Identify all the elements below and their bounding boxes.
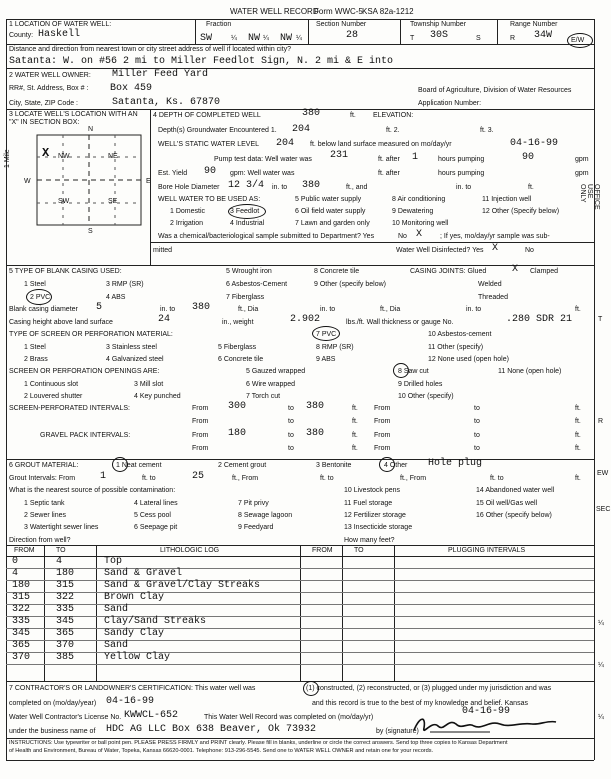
- gw-ft2: ft. 2.: [386, 127, 400, 134]
- ne-quarter-label: NE: [108, 153, 118, 160]
- board-label: Board of Agriculture, Division of Water Resources: [418, 87, 572, 94]
- fraction-label: Fraction: [206, 21, 232, 28]
- screen-intervals-label: SCREEN-PERFORATED INTERVALS:: [9, 405, 130, 412]
- direction-label: Direction from well?: [9, 537, 71, 544]
- gravel-interval-2-to-label: to: [288, 445, 294, 452]
- use-12: 12 Other (Specify below): [482, 208, 560, 215]
- cont-15: 15 Oil well/Gas well: [476, 500, 538, 507]
- casing-weight-label: in., weight: [222, 319, 254, 326]
- screen-interval-2-to-label-2: to: [474, 418, 480, 425]
- owner-name: Miller Feed Yard: [112, 69, 209, 80]
- screen-interval-to-label: to: [288, 405, 294, 412]
- perf-1: 1 Continuous slot: [24, 381, 79, 388]
- screen-material-label: TYPE OF SCREEN OR PERFORATION MATERIAL:: [9, 331, 173, 338]
- north-label: N: [88, 126, 94, 133]
- grout-to-value: 25: [192, 471, 205, 482]
- casing-3: 3 RMP (SR): [106, 281, 144, 288]
- perf-3: 3 Mill slot: [134, 381, 164, 388]
- mitted-label: mitted: [153, 247, 173, 254]
- grout-ft: ft.: [575, 475, 581, 482]
- signature-label: by (signature): [376, 728, 419, 735]
- west-label: W: [24, 178, 31, 185]
- log-to-cell: 315: [56, 580, 75, 591]
- log-description-cell: Brown Clay: [104, 592, 165, 603]
- instructions-line-1: INSTRUCTIONS: Use typewriter or ball point pen. PLEASE PRESS FIRMLY and PRINT clearly. Please fill in blanks, underline or circle the correct answers. Send top three copies to Kansas Department: [9, 740, 508, 746]
- log-from-cell: 4: [12, 568, 19, 579]
- blank-in-to-3: in. to: [466, 306, 482, 313]
- chem-sample-label: Was a chemical/bacteriological sample submitted to Department? Yes: [158, 233, 375, 240]
- office-t: T: [598, 316, 603, 323]
- log-description-cell: Clay/Sand Streaks: [104, 616, 207, 627]
- yield-gpm-unit: gpm: [575, 170, 589, 177]
- gravel-interval-from-label-2: From: [374, 432, 391, 439]
- log-from-cell: 365: [12, 640, 31, 651]
- log-to-cell: 4: [56, 556, 63, 567]
- office-sec: SEC: [596, 506, 611, 513]
- blank-depth-value: 380: [192, 302, 211, 313]
- application-label: Application Number:: [418, 100, 482, 107]
- cont-10: 10 Livestock pens: [344, 487, 401, 494]
- ksa-reference: KSA 82a-1212: [362, 7, 414, 16]
- gravel-interval-to-value: 380: [306, 428, 325, 439]
- log-from-cell: 370: [12, 652, 31, 663]
- log-description-cell: Yellow Clay: [104, 652, 171, 663]
- pump-test-label: Pump test data: Well water was: [214, 156, 312, 163]
- city-label: City, State, ZIP Code :: [9, 100, 78, 107]
- gravel-interval-to-label: to: [288, 432, 294, 439]
- casing-weight-value: 2.902: [290, 314, 321, 325]
- disinfected-no: No: [525, 247, 534, 254]
- form-title: WATER WELL RECORD: [230, 7, 319, 16]
- log-to-header: TO: [56, 547, 66, 554]
- use-9: 9 Dewatering: [392, 208, 434, 215]
- nw-quarter-label: NW: [58, 153, 70, 160]
- use-8: 8 Air conditioning: [392, 196, 446, 203]
- screen-interval-ft-label-2: ft.: [575, 405, 581, 412]
- screen-11: 11 Other (specify): [428, 344, 484, 351]
- joints-clamped: Clamped: [530, 268, 559, 275]
- log-from-header: FROM: [14, 547, 35, 554]
- use-4: 4 Industrial: [230, 220, 265, 227]
- address-label: RR#, St. Address, Box # :: [9, 85, 89, 92]
- record-completed-label: This Water Well Record was completed on (mo/day/yr): [204, 714, 374, 721]
- use-1: 1 Domestic: [170, 208, 206, 215]
- use-11: 11 Injection well: [482, 196, 532, 203]
- bore-label: Bore Hole Diameter: [158, 184, 220, 191]
- screen-interval-2-from-label: From: [192, 418, 209, 425]
- elevation-label: ELEVATION:: [373, 112, 414, 119]
- gpm-unit: gpm: [575, 156, 589, 163]
- blank-in-to-2: in. to: [320, 306, 336, 313]
- joints-glued-mark: X: [512, 264, 519, 275]
- blank-diameter-label: Blank casing diameter: [9, 306, 78, 313]
- office-r: R: [598, 418, 604, 425]
- certification-label: 7 CONTRACTOR'S OR LANDOWNER'S CERTIFICATION: This water well was: [9, 685, 256, 692]
- grout-2: 2 Cement grout: [218, 462, 267, 469]
- office-quarter-3: ¼: [598, 714, 604, 721]
- yield-hours: hours pumping: [438, 170, 485, 177]
- screen-5: 5 Fiberglass: [218, 344, 257, 351]
- section2-label: 2 WATER WELL OWNER:: [9, 72, 91, 79]
- gw-ft3: ft. 3.: [480, 127, 494, 134]
- pump-gpm-value: 90: [522, 152, 535, 163]
- grout-from-value: 1: [100, 471, 107, 482]
- sw-quarter-label: SW: [58, 198, 70, 205]
- perf-5: 5 Gauzed wrapped: [246, 368, 306, 375]
- instructions-line-2: of Health and Environment, Bureau of Water, Topeka, Kansas 66620-0001. Telephone: 913-296-5545. Send one to WATER WELL OWNER and retain one for your records.: [9, 748, 434, 754]
- gravel-interval-ft-label: ft.: [352, 432, 358, 439]
- screen-10: 10 Asbestos-cement: [428, 331, 492, 338]
- use-6: 6 Oil field water supply: [295, 208, 366, 215]
- fraction-2: NW: [248, 33, 261, 44]
- pump-hours: 1: [412, 152, 419, 163]
- section6-label: 6 GROUT MATERIAL:: [9, 462, 79, 469]
- distance-label: Distance and direction from nearest town or city street address of well if located within city?: [9, 46, 292, 53]
- completed-date: 04-16-99: [106, 696, 155, 707]
- fraction-3: NW: [280, 33, 293, 44]
- blank-in-to: in. to: [160, 306, 176, 313]
- grout-other-value: Hole plug: [428, 458, 483, 469]
- bore-ft: ft.: [528, 184, 534, 191]
- cont-12: 12 Fertilizer storage: [344, 512, 406, 519]
- ew-choice: E/W: [571, 37, 585, 44]
- license-label: Water Well Contractor's License No.: [9, 714, 122, 721]
- chem-no: No: [398, 233, 407, 240]
- cont-4: 4 Lateral lines: [134, 500, 178, 507]
- section-grid: [36, 134, 142, 226]
- bore-in-to: in. to: [272, 184, 288, 191]
- groundwater-label: Depth(s) Groundwater Encountered 1.: [158, 127, 277, 134]
- screen-interval-2-to-label: to: [288, 418, 294, 425]
- screen-interval-2-ft-label-2: ft.: [575, 418, 581, 425]
- perf-9: 9 Drilled holes: [398, 381, 443, 388]
- section-number: 28: [346, 30, 359, 41]
- section5-label: 5 TYPE OF BLANK CASING USED:: [9, 268, 122, 275]
- cont-7: 7 Pit privy: [238, 500, 269, 507]
- log-description-cell: Sand & Gravel: [104, 568, 183, 579]
- chem-no-mark: X: [416, 229, 423, 240]
- cont-13: 13 Insecticide storage: [344, 524, 413, 531]
- license-number: KWWCL-652: [124, 710, 179, 721]
- yield-label: Est. Yield: [158, 170, 188, 177]
- log-from-cell: 322: [12, 604, 31, 615]
- groundwater-value: 204: [292, 124, 311, 135]
- casing-7: 7 Fiberglass: [226, 294, 265, 301]
- log-from-cell: 335: [12, 616, 31, 627]
- bore-depth: 380: [302, 180, 321, 191]
- casing-8: 8 Concrete tile: [314, 268, 360, 275]
- gravel-interval-2-ft-label-2: ft.: [575, 445, 581, 452]
- r-label: R: [510, 35, 516, 42]
- perf-7: 7 Torch cut: [246, 393, 281, 400]
- log-to-cell: 180: [56, 568, 75, 579]
- section3-label: 3 LOCATE WELL'S LOCATION WITH AN "X" IN SECTION BOX:: [9, 111, 138, 126]
- grout-ft-from-2: ft., From: [400, 475, 427, 482]
- grout-ft-to: ft. to: [142, 475, 156, 482]
- screen-interval-to-label-2: to: [474, 405, 480, 412]
- grout-ft-from: ft., From: [232, 475, 259, 482]
- cont-2: 2 Sewer lines: [24, 512, 67, 519]
- joints-welded: Welded: [478, 281, 502, 288]
- grout-1: 1 Neat cement: [116, 462, 162, 469]
- screen-interval-from-value: 300: [228, 401, 247, 412]
- gravel-interval-from-label: From: [192, 432, 209, 439]
- cont-5: 5 Cess pool: [134, 512, 171, 519]
- static-level-tail: ft. below land surface measured on mo/day/yr: [310, 141, 452, 148]
- casing-1: 1 Steel: [24, 281, 46, 288]
- cont-1: 1 Septic tank: [24, 500, 65, 507]
- casing-height-value: 24: [158, 314, 171, 325]
- gravel-interval-ft-label-2: ft.: [575, 432, 581, 439]
- log-from-cell: 0: [12, 556, 19, 567]
- log-to-cell: 335: [56, 604, 75, 615]
- township-number: 30S: [430, 30, 449, 41]
- screen-2: 2 Brass: [24, 356, 48, 363]
- cont-6: 6 Seepage pit: [134, 524, 178, 531]
- use-10: 10 Monitoring well: [392, 220, 449, 227]
- office-ew: EW: [597, 470, 609, 477]
- blank-diameter-value: 5: [96, 302, 103, 313]
- log-from-header-2: FROM: [312, 547, 333, 554]
- section1-label: 1 LOCATION OF WATER WELL:: [9, 21, 112, 28]
- wall-thickness-value: .280 SDR 21: [506, 314, 573, 325]
- gravel-intervals-label: GRAVEL PACK INTERVALS:: [40, 432, 131, 439]
- quarter-mark: ¼: [296, 35, 302, 42]
- range-number: 34W: [534, 30, 553, 41]
- true-record-text: and this record is true to the best of my knowledge and belief. Kansas: [312, 700, 528, 707]
- perf-6: 6 Wire wrapped: [246, 381, 296, 388]
- log-to-cell: 370: [56, 640, 75, 651]
- screen-12: 12 None used (open hole): [428, 356, 509, 363]
- mile-label: 1 Mile: [4, 149, 11, 168]
- screen-4: 4 Galvanized steel: [106, 356, 164, 363]
- grout-ft-to-3: ft. to: [490, 475, 504, 482]
- log-to-cell: 322: [56, 592, 75, 603]
- pump-after: ft. after: [378, 156, 400, 163]
- plugging-intervals-header: PLUGGING INTERVALS: [448, 547, 526, 554]
- wall-thickness-label: lbs./ft. Wall thickness or gauge No.: [346, 319, 454, 326]
- cont-9: 9 Feedyard: [238, 524, 274, 531]
- blank-ft-dia-2: ft., Dia: [380, 306, 401, 313]
- city-value: Satanta, Ks. 67870: [112, 97, 221, 108]
- casing-height-label: Casing height above land surface: [9, 319, 113, 326]
- screen-1: 1 Steel: [24, 344, 46, 351]
- log-from-cell: 345: [12, 628, 31, 639]
- office-quarter-1: ¼: [598, 620, 604, 627]
- screen-interval-2-from-label-2: From: [374, 418, 391, 425]
- distance-value: Satanta: W. on #56 2 mi to Miller Feedlot Sign, N. 2 mi & E into: [9, 56, 394, 67]
- cont-11: 11 Fuel storage: [344, 500, 393, 507]
- business-name: HDC AG LLC Box 638 Beaver, Ok 73932: [106, 724, 317, 735]
- gravel-interval-2-from-label: From: [192, 445, 209, 452]
- depth-value: 380: [302, 108, 321, 119]
- screen-interval-2-ft-label: ft.: [352, 418, 358, 425]
- yield-value: 90: [204, 166, 217, 177]
- pump-test-value: 231: [330, 150, 349, 161]
- perf-8: 8 Saw cut: [398, 368, 429, 375]
- log-description-cell: Sandy Clay: [104, 628, 165, 639]
- casing-5: 5 Wrought iron: [226, 268, 272, 275]
- grout-4: 4 Other: [384, 462, 408, 469]
- lithologic-log-header: LITHOLOGIC LOG: [160, 547, 220, 554]
- chem-tail: ; If yes, mo/day/yr sample was sub-: [440, 233, 550, 240]
- use-5: 5 Public water supply: [295, 196, 362, 203]
- county-value: Haskell: [38, 29, 81, 40]
- well-location-mark: X: [42, 146, 50, 160]
- east-label: E: [146, 178, 151, 185]
- disinfected-yes-mark: X: [492, 243, 499, 254]
- office-quarter-2: ¼: [598, 662, 604, 669]
- grout-intervals-label: Grout Intervals: From: [9, 475, 76, 482]
- disinfected-label: Water Well Disinfected? Yes: [396, 247, 484, 254]
- s-label: S: [476, 35, 481, 42]
- use-3: 3 Feedlot: [230, 208, 260, 215]
- screen-interval-from-label-2: From: [374, 405, 391, 412]
- log-to-header-2: TO: [354, 547, 364, 554]
- use-label: WELL WATER TO BE USED AS:: [158, 196, 261, 203]
- log-description-cell: Sand: [104, 604, 129, 615]
- blank-ft: ft.: [575, 306, 581, 313]
- address-value: Box 459: [110, 83, 153, 94]
- certification-options: (1) constructed, (2) reconstructed, or (3) plugged under my jurisdiction and was: [306, 685, 552, 692]
- bore-and: ft., and: [346, 184, 368, 191]
- t-label: T: [410, 35, 415, 42]
- cont-16: 16 Other (specify below): [476, 512, 552, 519]
- cont-14: 14 Abandoned water well: [476, 487, 555, 494]
- perf-11: 11 None (open hole): [498, 368, 562, 375]
- casing-6: 6 Asbestos-Cement: [226, 281, 288, 288]
- office-use-only: OFFICE USE ONLY: [579, 184, 600, 210]
- log-to-cell: 345: [56, 616, 75, 627]
- record-completed-date: 04-16-99: [462, 706, 511, 717]
- screen-interval-ft-label: ft.: [352, 405, 358, 412]
- grout-3: 3 Bentonite: [316, 462, 352, 469]
- screen-8: 8 RMP (SR): [316, 344, 354, 351]
- blank-ft-dia: ft., Dia: [238, 306, 259, 313]
- se-quarter-label: SE: [108, 198, 118, 205]
- perf-4: 4 Key punched: [134, 393, 181, 400]
- screen-3: 3 Stainless steel: [106, 344, 157, 351]
- how-many-feet-label: How many feet?: [344, 537, 395, 544]
- bore-diameter: 12 3/4: [228, 180, 265, 191]
- log-description-cell: Top: [104, 556, 123, 567]
- static-level-value: 204: [276, 138, 295, 149]
- screen-interval-from-label: From: [192, 405, 209, 412]
- quarter-mark: ¼: [231, 35, 237, 42]
- perforation-label: SCREEN OR PERFORATION OPENINGS ARE:: [9, 368, 160, 375]
- log-description-cell: Sand: [104, 640, 129, 651]
- log-to-cell: 385: [56, 652, 75, 663]
- static-level-label: WELL'S STATIC WATER LEVEL: [158, 141, 260, 148]
- yield-gpm: gpm: Well water was: [230, 170, 295, 177]
- casing-9: 9 Other (specify below): [314, 281, 386, 288]
- quarter-mark: ¼: [263, 35, 269, 42]
- log-from-cell: 180: [12, 580, 31, 591]
- gravel-interval-2-to-label-2: to: [474, 445, 480, 452]
- static-level-date: 04-16-99: [510, 138, 559, 149]
- form-number: Form WWC-5: [314, 7, 363, 16]
- joints-threaded: Threaded: [478, 294, 508, 301]
- casing-joints-label: CASING JOINTS: Glued: [410, 268, 487, 275]
- grout-ft-to-2: ft. to: [320, 475, 334, 482]
- gravel-interval-from-value: 180: [228, 428, 247, 439]
- completed-label: completed on (mo/day/year): [9, 700, 97, 707]
- gravel-interval-to-label-2: to: [474, 432, 480, 439]
- depth-ft: ft.: [350, 112, 356, 119]
- business-name-label: under the business name of: [9, 728, 96, 735]
- use-2: 2 Irrigation: [170, 220, 204, 227]
- casing-4: 4 ABS: [106, 294, 126, 301]
- log-description-cell: Sand & Gravel/Clay Streaks: [104, 580, 261, 591]
- screen-interval-to-value: 380: [306, 401, 325, 412]
- casing-2: 2 PVC: [30, 294, 51, 301]
- use-7: 7 Lawn and garden only: [295, 220, 370, 227]
- signature: [410, 712, 560, 738]
- log-to-cell: 365: [56, 628, 75, 639]
- contamination-label: What is the nearest source of possible contamination:: [9, 487, 176, 494]
- section4-label: 4 DEPTH OF COMPLETED WELL: [153, 112, 261, 119]
- screen-6: 6 Concrete tile: [218, 356, 264, 363]
- county-label: County:: [9, 32, 34, 39]
- section-number-label: Section Number: [316, 21, 367, 28]
- perf-10: 10 Other (specify): [398, 393, 454, 400]
- cont-8: 8 Sewage lagoon: [238, 512, 293, 519]
- screen-7: 7 PVC: [316, 331, 337, 338]
- yield-after: ft. after: [378, 170, 400, 177]
- fraction-1: SW: [200, 33, 213, 44]
- perf-2: 2 Louvered shutter: [24, 393, 83, 400]
- cont-3: 3 Watertight sewer lines: [24, 524, 99, 531]
- log-from-cell: 315: [12, 592, 31, 603]
- gravel-interval-2-from-label-2: From: [374, 445, 391, 452]
- screen-9: 9 ABS: [316, 356, 336, 363]
- hours-pumping: hours pumping: [438, 156, 485, 163]
- range-label: Range Number: [510, 21, 558, 28]
- south-label: S: [88, 228, 93, 235]
- bore-in-to-2: in. to: [456, 184, 472, 191]
- township-label: Township Number: [410, 21, 467, 28]
- gravel-interval-2-ft-label: ft.: [352, 445, 358, 452]
